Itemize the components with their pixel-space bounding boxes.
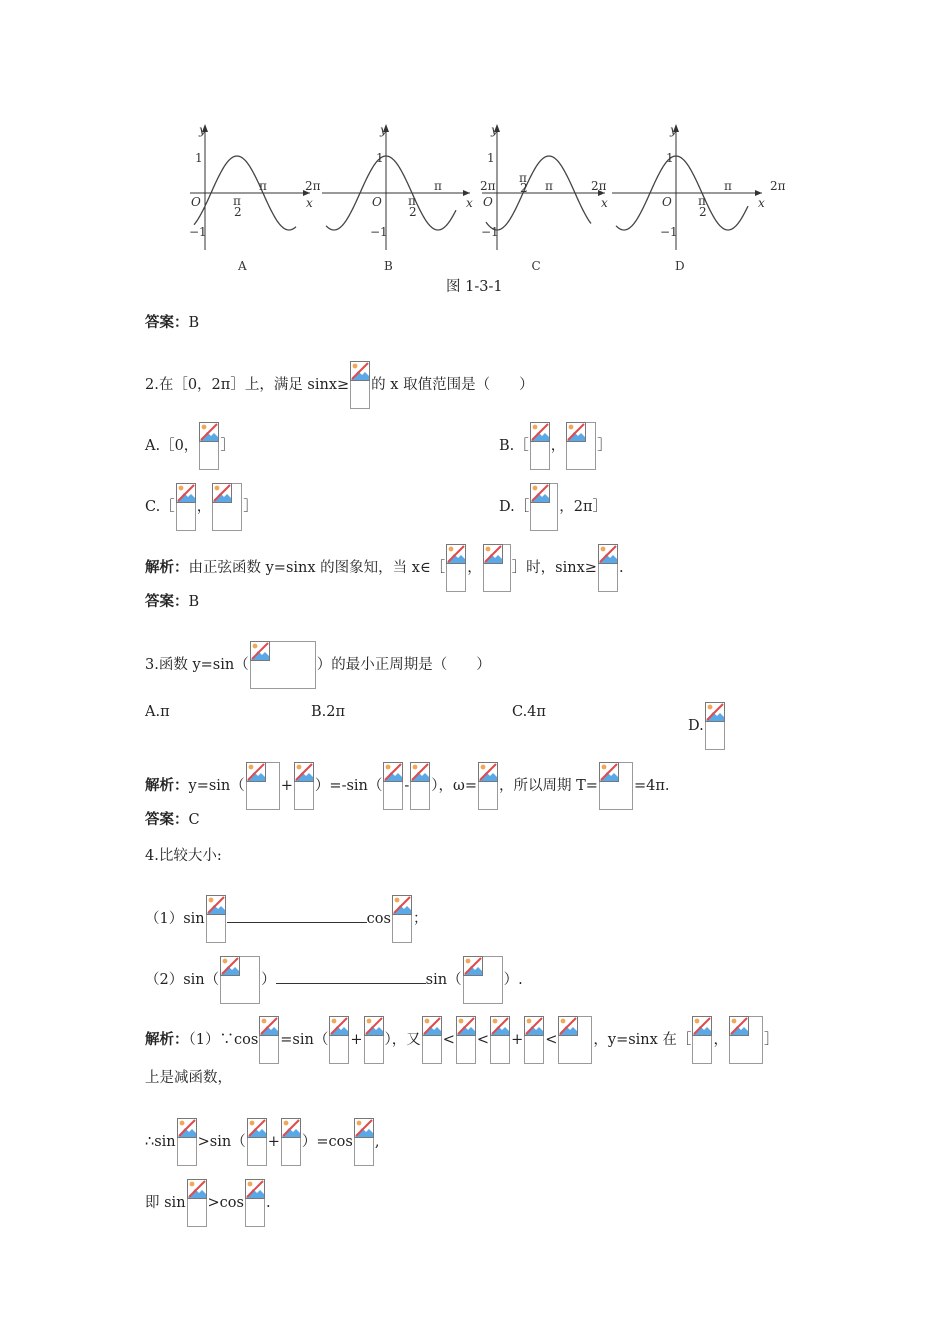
formula-image-icon [250, 641, 316, 689]
option-text: D. [688, 718, 704, 734]
sine-graph-a [189, 123, 321, 273]
question-3-option-b: B.2π [311, 704, 346, 720]
x-axis-label: x [466, 196, 473, 210]
question-2-solution [145, 544, 624, 592]
solution-text: ∴sin [145, 1134, 176, 1150]
solution-label: 解析： [145, 559, 189, 576]
solution-text: + [280, 778, 293, 794]
solution-label: 解析： [145, 777, 189, 794]
x-axis-label: x [306, 196, 313, 210]
question-2-option-d [499, 483, 607, 531]
tick-label-two-pi: 2π [480, 179, 496, 193]
formula-image-icon [354, 1118, 374, 1166]
formula-image-icon [187, 1179, 207, 1227]
formula-image-icon [692, 1016, 712, 1064]
graph-option-label: A [238, 259, 247, 273]
tick-label-half-pi-den: 2 [520, 181, 528, 195]
part-text: cos [366, 911, 391, 927]
x-axis-label: x [758, 196, 765, 210]
solution-text: < [545, 1032, 558, 1048]
solution-text: , [374, 1134, 380, 1150]
formula-image-icon [483, 544, 511, 592]
solution-text: （1）∵cos [188, 1032, 259, 1048]
question-2-option-b [499, 422, 612, 470]
question-2-option-a [145, 422, 235, 470]
formula-image-icon [177, 1118, 197, 1166]
question-3-option-d [688, 702, 726, 750]
sine-graph-b [322, 123, 496, 273]
part-text: （1）sin [145, 911, 205, 927]
graph-option-label: C [531, 259, 541, 273]
option-text: ］ [597, 438, 612, 454]
origin-label: O [483, 195, 493, 209]
solution-text: y=sin（ [188, 778, 245, 794]
tick-label-half-pi-num: π [519, 171, 527, 185]
question-3-solution [145, 762, 669, 810]
formula-image-icon [259, 1016, 279, 1064]
solution-text: . [618, 560, 624, 576]
tick-label-one: 1 [376, 151, 384, 165]
solution-text: 即 sin [145, 1195, 186, 1211]
answer-3 [145, 810, 200, 830]
solution-text: ，所以周期 T= [499, 778, 598, 794]
solution-text: =4π. [633, 778, 670, 794]
part-text: ）. [503, 972, 523, 988]
formula-image-icon [456, 1016, 476, 1064]
question-2-option-c [145, 483, 258, 531]
formula-image-icon [490, 1016, 510, 1064]
question-3-stem [145, 641, 491, 689]
formula-image-icon [212, 483, 242, 531]
solution-text: ），又 [384, 1032, 421, 1048]
formula-image-icon [364, 1016, 384, 1064]
tick-label-one: 1 [666, 151, 674, 165]
tick-label-two-pi: 2π [305, 179, 321, 193]
formula-image-icon [383, 762, 403, 810]
formula-image-icon [599, 762, 633, 810]
answer-blank[interactable] [276, 969, 426, 984]
answer-2 [145, 592, 199, 612]
tick-label-neg-one: −1 [660, 225, 678, 239]
formula-image-icon [705, 702, 725, 750]
tick-label-two-pi: 2π [770, 179, 786, 193]
formula-image-icon [410, 762, 430, 810]
figure-caption: 图 1-3-1 [446, 279, 503, 295]
stem-text: 2.在［0，2π］上，满足 sinx≥ [145, 377, 350, 393]
solution-line-3 [145, 1118, 379, 1166]
sine-graph-c [481, 123, 608, 273]
tick-label-pi: π [434, 179, 442, 193]
solution-text: - [404, 778, 410, 794]
tick-label-two-pi: 2π [591, 179, 607, 193]
solution-text: < [476, 1032, 490, 1048]
part-text: ） [261, 972, 276, 988]
option-text: ］ [243, 499, 258, 515]
option-text: ，2π］ [559, 499, 607, 515]
tick-label-half-pi-den: 2 [409, 205, 417, 219]
formula-image-icon [281, 1118, 301, 1166]
formula-image-icon [524, 1016, 544, 1064]
answer-1 [145, 313, 199, 333]
option-text: ， [550, 438, 566, 454]
question-3-option-c: C.4π [512, 704, 546, 720]
y-axis-label: y [380, 123, 387, 137]
stem-text: 的 x 取值范围是（ ） [371, 377, 534, 393]
tick-label-neg-one: −1 [370, 225, 388, 239]
formula-image-icon [478, 762, 498, 810]
question-4-stem: 4.比较大小: [145, 848, 222, 864]
part-text: ； [412, 911, 428, 927]
tick-label-neg-one: −1 [189, 225, 207, 239]
solution-line-4 [145, 1179, 271, 1227]
formula-image-icon [247, 1118, 267, 1166]
option-text: C.［ [145, 499, 175, 515]
solution-line-2: 上是减函数， [145, 1070, 232, 1086]
option-text: B.［ [499, 438, 529, 454]
graph-option-label: D [675, 259, 685, 273]
solution-text: 由正弦函数 y=sinx 的图象知，当 x∈［ [188, 560, 446, 576]
formula-image-icon [558, 1016, 592, 1064]
formula-image-icon [392, 895, 412, 943]
answer-label: 答案： [145, 593, 189, 610]
formula-image-icon [598, 544, 618, 592]
origin-label: O [372, 195, 382, 209]
part-text: （2）sin（ [145, 972, 220, 988]
formula-image-icon [530, 422, 550, 470]
solution-text: ］ [763, 1032, 779, 1048]
formula-image-icon [294, 762, 314, 810]
answer-blank[interactable] [227, 908, 367, 923]
tick-label-one: 1 [195, 151, 203, 165]
graph-option-label: B [384, 259, 393, 273]
tick-label-one: 1 [487, 151, 495, 165]
tick-label-half-pi-den: 2 [699, 205, 707, 219]
answer-label: 答案： [145, 811, 189, 828]
formula-image-icon [220, 956, 260, 1004]
formula-image-icon [530, 483, 558, 531]
formula-image-icon [422, 1016, 442, 1064]
solution-text: >sin（ [197, 1134, 246, 1150]
tick-label-pi: π [545, 179, 553, 193]
solution-text: + [267, 1134, 280, 1150]
answer-value: B [188, 315, 200, 331]
tick-label-neg-one: −1 [481, 225, 499, 239]
solution-text: =sin（ [280, 1032, 329, 1048]
formula-image-icon [350, 361, 370, 409]
part-text: sin（ [425, 972, 462, 988]
tick-label-half-pi-num: π [233, 194, 241, 208]
formula-image-icon [206, 895, 226, 943]
tick-label-half-pi-den: 2 [234, 205, 242, 219]
question-3-option-a: A.π [145, 704, 170, 720]
stem-text: 3.函数 y=sin（ [145, 657, 249, 673]
option-text: ， [196, 499, 212, 515]
solution-text: ］时，sinx≥ [511, 560, 597, 576]
solution-text: ，y=sinx 在［ [593, 1032, 692, 1048]
answer-value: B [188, 594, 200, 610]
y-axis-label: y [199, 123, 206, 137]
formula-image-icon [329, 1016, 349, 1064]
sine-graph-d [612, 123, 786, 273]
solution-text: + [350, 1032, 363, 1048]
solution-text: ），ω= [431, 778, 478, 794]
x-axis-label: x [601, 196, 608, 210]
option-text: A.［0， [145, 438, 199, 454]
formula-image-icon [245, 1179, 265, 1227]
solution-text: + [511, 1032, 524, 1048]
formula-image-icon [199, 422, 219, 470]
solution-text: ， [713, 1032, 728, 1048]
answer-value: C [188, 812, 200, 828]
solution-text: < [442, 1032, 455, 1048]
tick-label-pi: π [724, 179, 732, 193]
origin-label: O [662, 195, 672, 209]
solution-text: ）=cos [301, 1134, 353, 1150]
tick-label-half-pi-num: π [698, 194, 706, 208]
answer-label: 答案： [145, 314, 189, 331]
formula-image-icon [446, 544, 466, 592]
solution-text: >cos [207, 1195, 244, 1211]
solution-text: . [265, 1195, 271, 1211]
question-4-solution [145, 1016, 778, 1064]
tick-label-pi: π [259, 179, 267, 193]
y-axis-label: y [491, 123, 498, 137]
stem-text: ）的最小正周期是（ ） [316, 657, 491, 673]
formula-image-icon [463, 956, 503, 1004]
option-text: ］ [220, 438, 235, 454]
tick-label-half-pi-num: π [408, 194, 416, 208]
y-axis-label: y [670, 123, 677, 137]
solution-label: 解析： [145, 1031, 189, 1048]
figure-graphs [0, 0, 950, 290]
question-4-part-1 [145, 895, 427, 943]
formula-image-icon [246, 762, 280, 810]
option-text: D.［ [499, 499, 530, 515]
solution-text: ）=-sin（ [314, 778, 383, 794]
formula-image-icon [729, 1016, 763, 1064]
formula-image-icon [566, 422, 596, 470]
formula-image-icon [176, 483, 196, 531]
origin-label: O [191, 195, 201, 209]
question-2-stem [145, 361, 534, 409]
question-4-part-2 [145, 956, 523, 1004]
solution-text: ， [467, 560, 482, 576]
